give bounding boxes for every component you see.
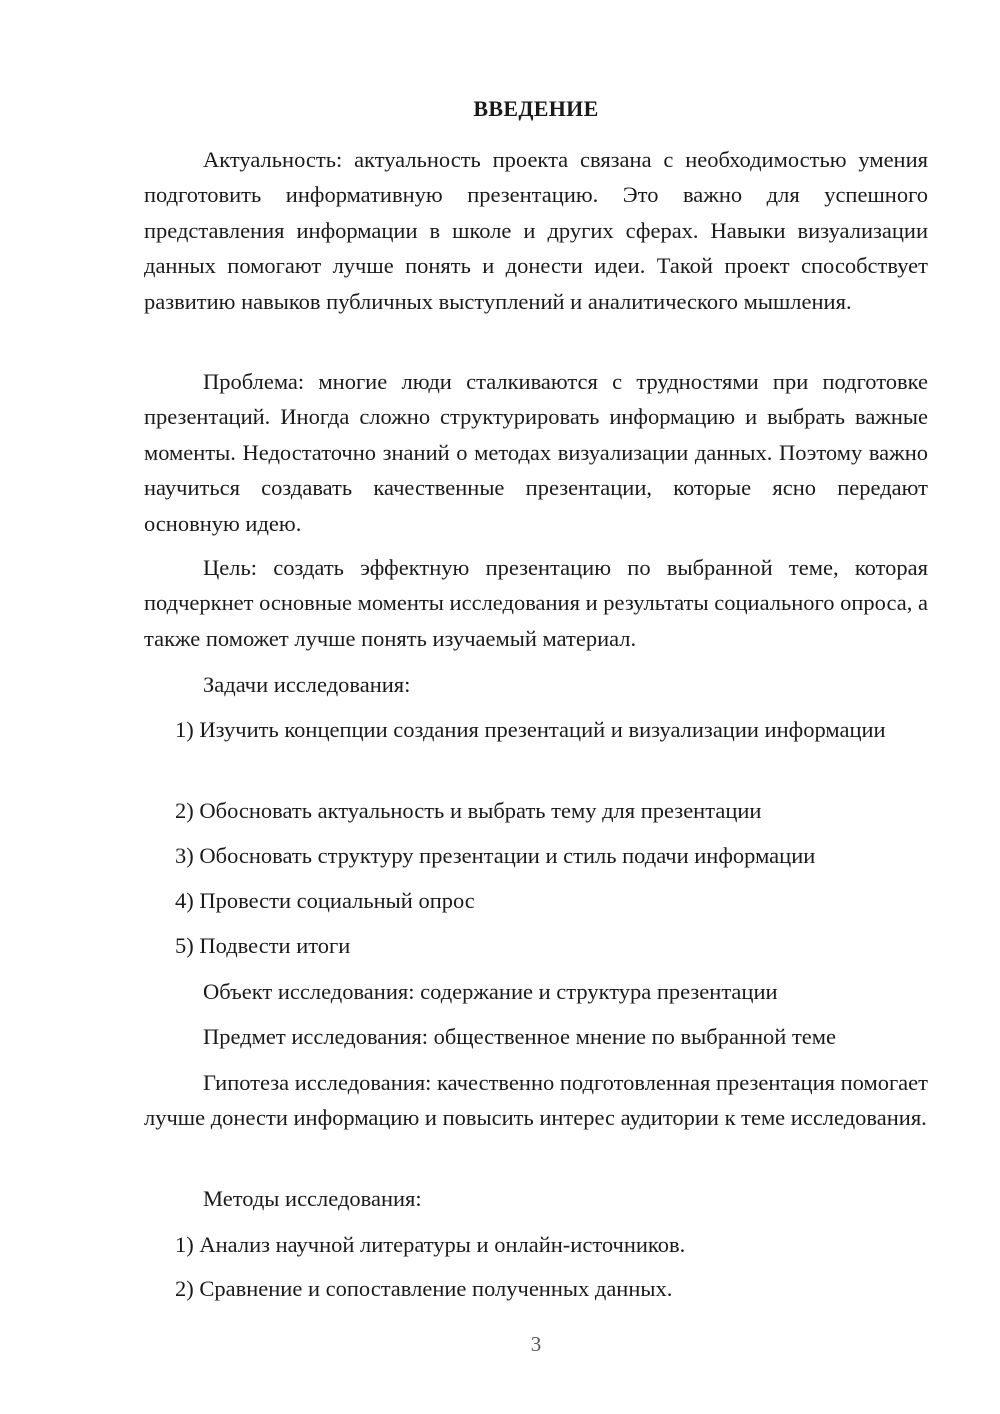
paragraph-object: Объект исследования: содержание и структура презентации [203,979,778,1004]
method-item-2: 2) Сравнение и сопоставление полученных данных. [175,1276,673,1301]
methods-heading: Методы исследования: [203,1186,422,1211]
paragraph-subject: Предмет исследования: общественное мнение по выбранной теме [203,1024,836,1049]
method-item-1: 1) Анализ научной литературы и онлайн-источников. [175,1232,686,1257]
paragraph-goal: Цель: создать эффектную презентацию по выбранной теме, которая подчеркнет основные моменты исследования и результаты социального опроса, а также поможет лучше понять изучаемый материал. [144,555,928,651]
task-item-4: 4) Провести социальный опрос [175,888,475,913]
document-page [144,0,928,1414]
tasks-heading: Задачи исследования: [203,672,411,697]
task-item-2: 2) Обосновать актуальность и выбрать тему для презентации [175,798,762,823]
paragraph-problem: Проблема: многие люди сталкиваются с трудностями при подготовке презентаций. Иногда сложно структурировать информацию и выбрать важные моменты. Недостаточно знаний о методах визуализации данных. Поэтому важно научиться создавать качественные презентации, которые ясно передают основную идею. [144,369,928,536]
page-title: ВВЕДЕНИЕ [473,96,599,121]
task-item-5: 5) Подвести итоги [175,933,351,958]
paragraph-relevance: Актуальность: актуальность проекта связана с необходимостью умения подготовить информативную презентацию. Это важно для успешного представления информации в школе и других сферах. Навыки визуализации данных помогают лучше понять и донести идеи. Такой проект способствует развитию навыков публичных выступлений и аналитического мышления. [144,147,928,314]
task-item-1: 1) Изучить концепции создания презентаций и визуализации информации [175,717,886,742]
page-number: 3 [530,1332,542,1356]
task-item-3: 3) Обосновать структуру презентации и стиль подачи информации [175,843,816,868]
paragraph-hypothesis: Гипотеза исследования: качественно подготовленная презентация помогает лучше донести информацию и повысить интерес аудитории к теме исследования. [144,1070,928,1131]
